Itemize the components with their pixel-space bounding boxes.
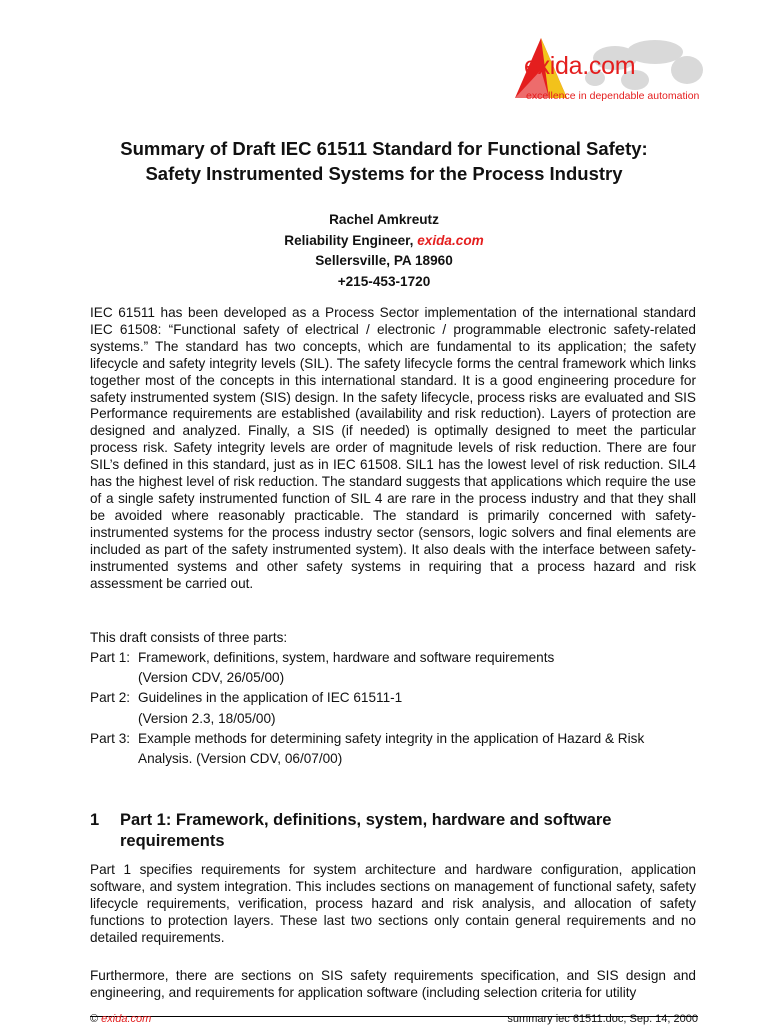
author-address: Sellersville, PA 18960 <box>315 253 453 268</box>
part-item <box>90 688 710 728</box>
part-text: Framework, definitions, system, hardware and software requirements <box>138 650 555 665</box>
author-phone: +215-453-1720 <box>337 273 431 289</box>
author-company: exida.com <box>417 232 484 248</box>
part-text: Example methods for determining safety integrity in the application of Hazard & Risk <box>138 730 645 746</box>
part-label: Part 3: <box>90 730 131 746</box>
logo-wordmark: exida.com <box>524 52 636 80</box>
part-item <box>90 648 710 688</box>
copyright-symbol: © <box>90 1013 99 1025</box>
footer-copyright <box>90 1013 151 1025</box>
title-line-2: Safety Instrumented Systems for the Process Industry <box>145 163 623 184</box>
document-title <box>40 136 728 186</box>
part-text: Guidelines in the application of IEC 61511-1 <box>138 690 403 706</box>
section-title: Part 1: Framework, definitions, system, hardware and software requirements <box>120 811 612 850</box>
part-item <box>90 729 710 769</box>
author-role-text: Reliability Engineer, <box>284 232 418 248</box>
author-role <box>0 231 768 252</box>
footer-company: exida.com <box>101 1013 152 1025</box>
parts-intro: This draft consists of three parts: <box>90 630 288 645</box>
part-version: (Version 2.3, 18/05/00) <box>138 710 276 726</box>
part1-continuation-paragraph: Furthermore, there are sections on SIS safety requirements specification, and SIS design and engineering, and requirements for application software (including selection criteria for utility <box>90 968 696 1000</box>
author-name: Rachel Amkreutz <box>329 212 439 227</box>
section-number: 1 <box>90 811 100 829</box>
section-heading-1 <box>90 810 710 852</box>
part-version: Analysis. (Version CDV, 06/07/00) <box>138 751 343 767</box>
part-label: Part 2: <box>90 690 131 706</box>
logo-tagline: excellence in dependable automation <box>526 90 700 102</box>
part-version: (Version CDV, 26/05/00) <box>138 670 285 686</box>
footer-doc-info: summary iec 61511.doc, Sep. 14, 2000 <box>507 1013 698 1025</box>
intro-paragraph: IEC 61511 has been developed as a Process Sector implementation of the international standard IEC 61508: “Functional safety of electrical / electronic / programmable electronic safety-related systems.” The standard has two concepts, which are fundamental to its application; the safety lifecycle and safety integrity levels (SIL). The safety lifecycle forms the central framework which links together most of the concepts in this international standard. It is a good engineering procedure for safety instrumented system (SIS) design. In the safety lifecycle, process risks are evaluated and SIS Performance requirements are established (availability and risk reduction). Layers of protection are designed and analyzed. Finally, a SIS (if needed) is optimally designed to meet the particular process risk. Safety integrity levels are order of magnitude levels of risk reduction. There are four SIL’s defined in this standard, just as in IEC 61508. SIL1 has the lowest level of risk reduction. SIL4 has the highest level of risk reduction. The standard suggests that applications which require the use of a single safety instrumented function of SIL 4 are rare in the process industry and that they shall be avoided where reasonably practicable. The standard is primarily concerned with safety-instrumented systems for the process industry sector (sensors, logic solvers and final elements are included as part of the safety instrumented system). It also deals with the interface between safety-instrumented systems and other safety systems in requiring that a process hazard and risk assessment be carried out. <box>90 305 696 591</box>
author-block <box>0 210 768 292</box>
exida-logo <box>505 30 715 110</box>
part1-paragraph: Part 1 specifies requirements for system architecture and hardware configuration, application software, and system integration. This includes sections on management of functional safety, safety lifecycle requirements, verification, process hazard and risk analysis, and allocation of safety functions to protection layers. These last two sections only contain general requirements and no detailed requirements. <box>90 862 696 945</box>
title-line-1: Summary of Draft IEC 61511 Standard for Functional Safety: <box>120 138 648 159</box>
parts-list <box>90 648 710 769</box>
part-label: Part 1: <box>90 650 131 665</box>
